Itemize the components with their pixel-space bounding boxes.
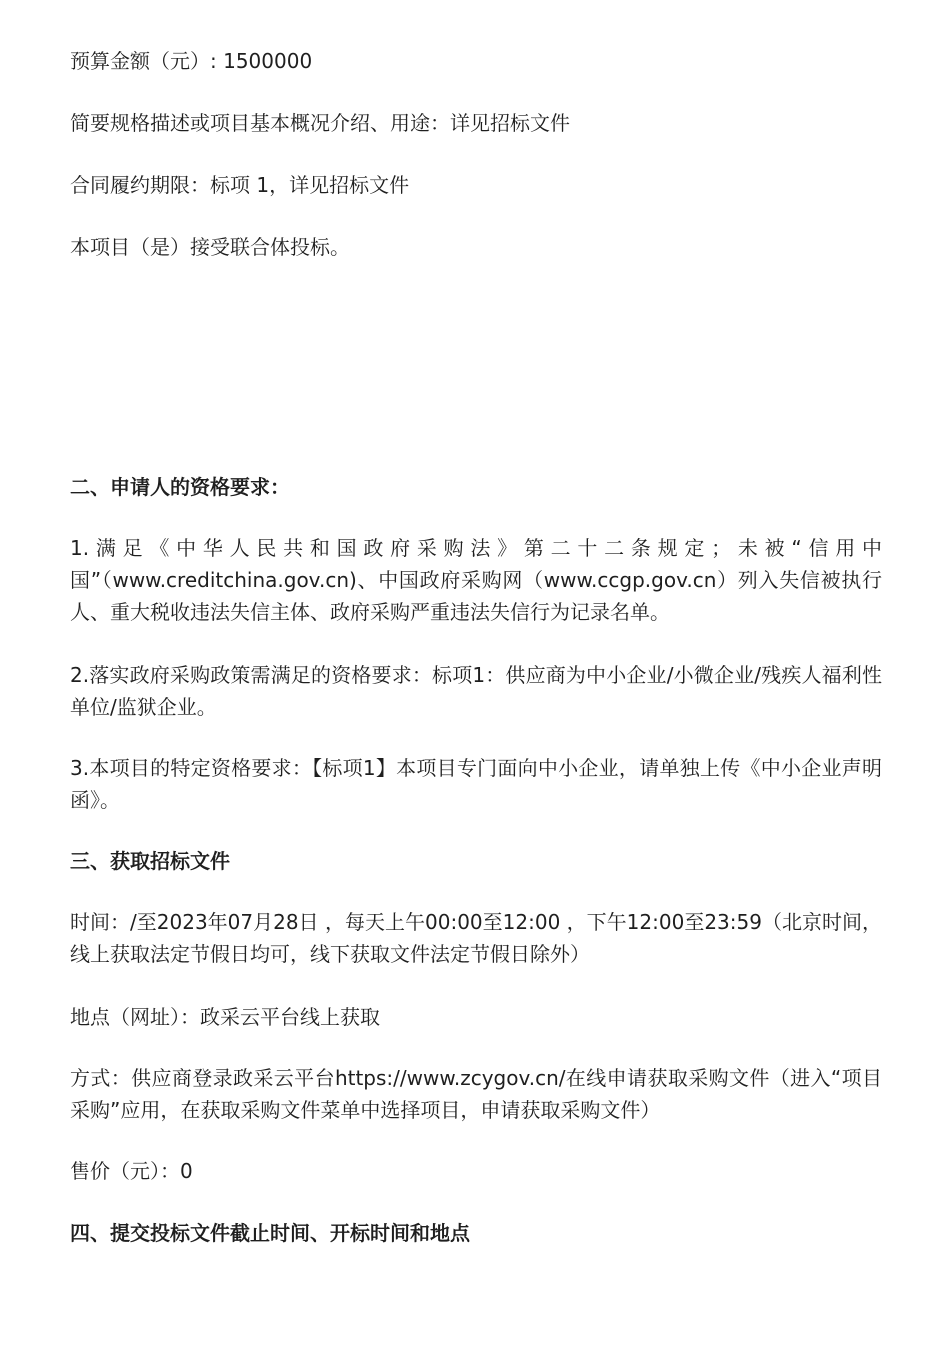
acquisition-method: 方式：供应商登录政采云平台https://www.zcygov.cn/在线申请获取采购文件（进入“项目采购”应用，在获取采购文件菜单中选择项目，申请获取采购文件） bbox=[70, 1066, 882, 1122]
acquisition-time: 时间：/至2023年07月28日 ，每天上午00:00至12:00 ，下午12:00至23:59（北京时间，线上获取法定节假日均可，线下获取文件法定节假日除外） bbox=[70, 910, 882, 966]
qualification-item-1: 1.满足《中华人民共和国政府采购法》第二十二条规定；未被“信用中国”（www.creditchina.gov.cn)、中国政府采购网（www.ccgp.gov.cn）列入失信被执行人、重大税收违法失信主体、政府采购严重违法失信行为记录名单。 bbox=[70, 536, 882, 624]
section-3-heading: 三、获取招标文件 bbox=[70, 849, 230, 873]
document-price: 售价（元）：0 bbox=[70, 1159, 193, 1183]
section-4-heading: 四、提交投标文件截止时间、开标时间和地点 bbox=[70, 1221, 470, 1245]
qualification-item-2: 2.落实政府采购政策需满足的资格要求：标项1：供应商为中小企业/小微企业/残疾人福利性单位/监狱企业。 bbox=[70, 663, 882, 719]
acquisition-place: 地点（网址）：政采云平台线上获取 bbox=[70, 1005, 380, 1029]
consortium-note: 本项目（是）接受联合体投标。 bbox=[70, 235, 350, 259]
contract-period: 合同履约期限：标项 1，详见招标文件 bbox=[70, 173, 410, 197]
project-description: 简要规格描述或项目基本概况介绍、用途：详见招标文件 bbox=[70, 111, 570, 135]
qualification-item-3: 3.本项目的特定资格要求：【标项1】本项目专门面向中小企业，请单独上传《中小企业声明函》。 bbox=[70, 756, 882, 812]
section-2-heading: 二、申请人的资格要求： bbox=[70, 475, 290, 499]
budget-amount: 预算金额（元）: 1500000 bbox=[70, 49, 313, 73]
